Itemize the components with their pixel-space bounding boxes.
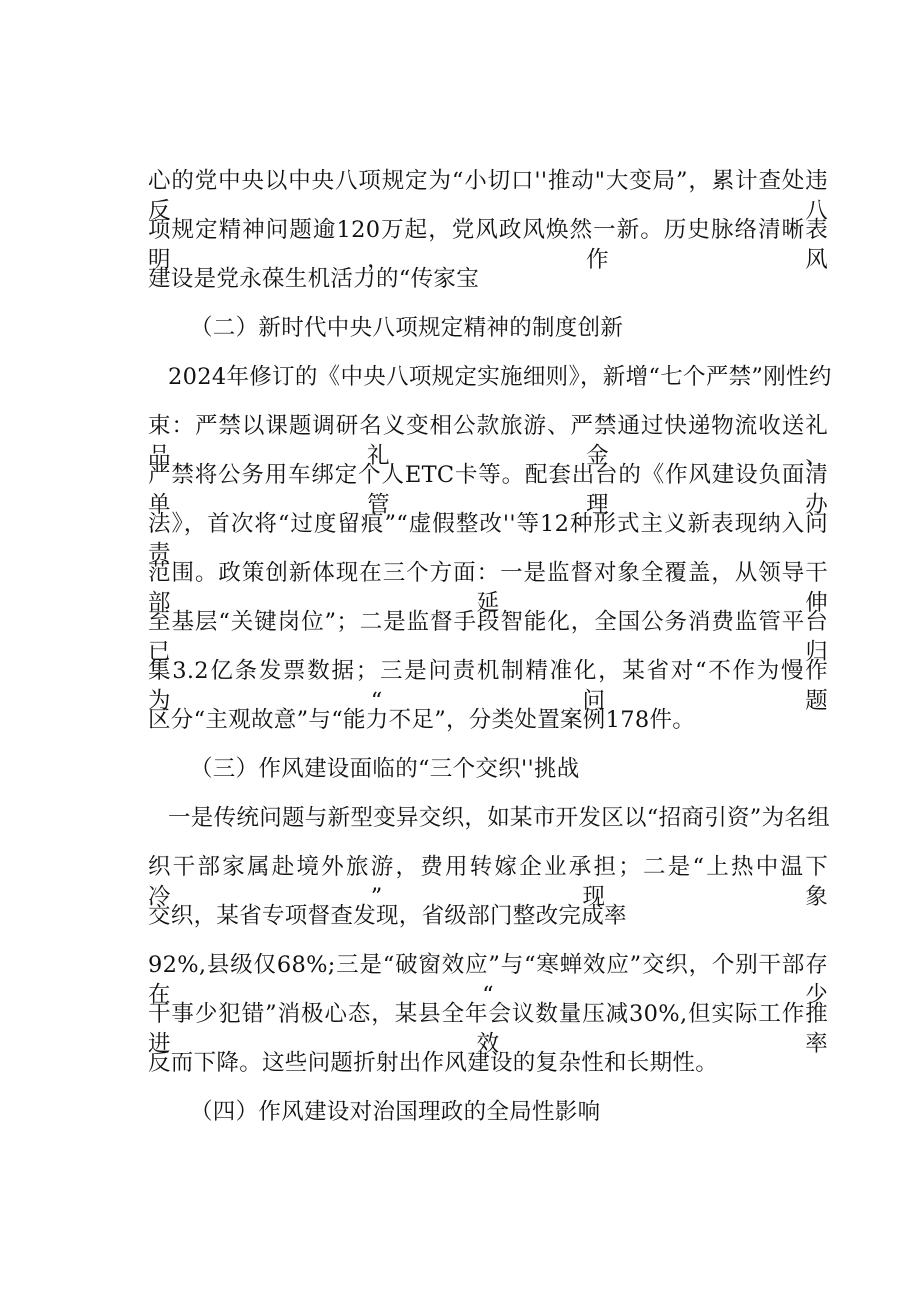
body-line: 织干部家属赴境外旅游，费用转嫁企业承担；二是“上热中温下冷”现象	[148, 854, 828, 910]
body-line: 交织，某省专项督查发现，省级部门整改完成率	[148, 903, 627, 929]
body-line: 反而下降。这些问题折射出作风建设的复杂性和长期性。	[148, 1050, 719, 1076]
body-line: 法》，首次将“过度留痕”“虚假整改''等12种形式主义新表现纳入问责	[148, 511, 828, 567]
body-line: 建设是党永葆生机活力的“传家宝	[148, 266, 480, 292]
body-line: 区分“主观故意”与“能力不足”，分类处置案例178件。	[148, 707, 696, 733]
body-line: 至基层“关键岗位”；二是监督手段智能化，全国公务消费监管平台已归	[148, 609, 828, 665]
body-line: 集3.2亿条发票数据；三是问责机制精准化，某省对“不作为慢作为“问题	[148, 658, 828, 714]
body-line: 严禁将公务用车绑定个人ETC卡等。配套出台的《作风建设负面清单管理办	[148, 462, 828, 518]
section-heading: （四）作风建设对治国理政的全局性影响	[190, 1099, 601, 1125]
body-line: 一是传统问题与新型变异交织，如某市开发区以“招商引资”为名组	[168, 805, 831, 831]
body-line: 92%,县级仅68%;三是“破窗效应”与“寒蝉效应”交织，个别干部存在“少	[148, 952, 828, 1008]
section-heading: （二）新时代中央八项规定精神的制度创新	[190, 315, 624, 341]
body-line: 心的党中央以中央八项规定为“小切口''推动"大变局”，累计查处违反八	[148, 168, 828, 224]
body-line: 干事少犯错”消极心态，某县全年会议数量压减30%,但实际工作推进效率	[148, 1001, 828, 1057]
section-heading: （三）作风建设面临的“三个交织''挑战	[190, 756, 580, 782]
body-line: 2024年修订的《中央八项规定实施细则》，新增“七个严禁”刚性约	[168, 364, 832, 390]
body-line: 束：严禁以课题调研名义变相公款旅游、严禁通过快递物流收送礼品礼金、	[148, 413, 828, 469]
body-line: 范围。政策创新体现在三个方面：一是监督对象全覆盖，从领导干部延伸	[148, 560, 828, 616]
body-line: 项规定精神问题逾120万起，党风政风焕然一新。历史脉络清晰表明，作风	[148, 217, 828, 273]
